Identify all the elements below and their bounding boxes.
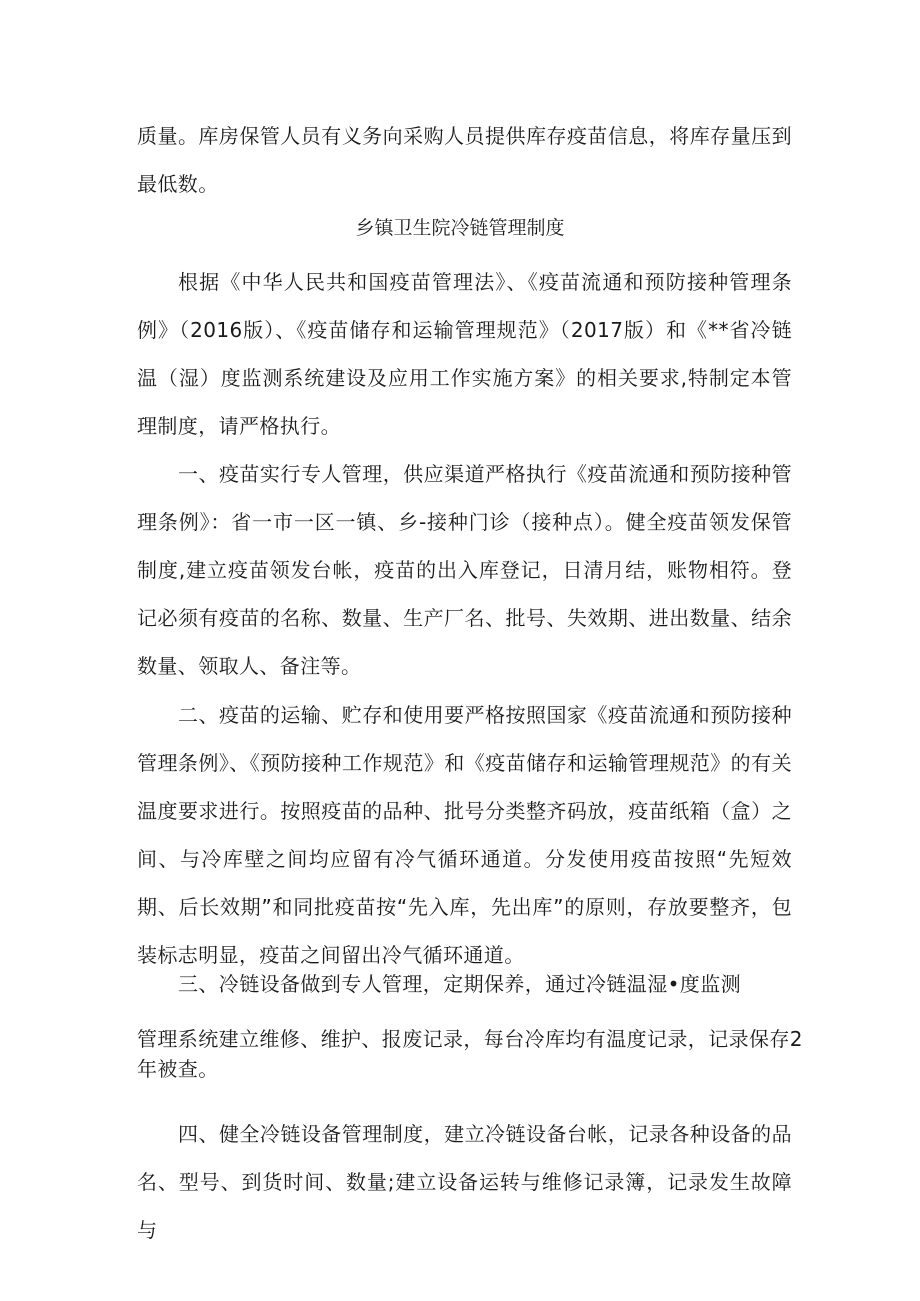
item-4-paragraph: 四、健全冷链设备管理制度，建立冷链设备台帐，记录各种设备的品名、型号、到货时间、数量;建立设备运转与维修记录簿，记录发生故障与 [137,1122,792,1242]
document-title: 乡镇卫生院冷链管理制度 [355,217,565,239]
item-3-line-1: 三、冷链设备做到专人管理，定期保养，通过冷链温湿•度监测 [178,972,741,996]
item-1-paragraph: 一、疫苗实行专人管理，供应渠道严格执行《疫苗流通和预防接种管理条例》：省一市一区一镇、乡-接种门诊（接种点）。健全疫苗领发保管制度,建立疫苗领发台帐，疫苗的出入库登记，日清月结，账物相符。登记必须有疫苗的名称、数量、生产厂名、批号、失效期、进出数量、结余数量、领取人、备注等。 [137,462,792,678]
item-3-line-3: 年被查。 [137,1057,219,1081]
item-3-line-2: 管理系统建立维修、维护、报废记录，每台冷库均有温度记录，记录保存2 [137,1027,803,1051]
continuation-paragraph: 质量。库房保管人员有义务向采购人员提供库存疫苗信息，将库存量压到最低数。 [137,124,792,196]
intro-paragraph: 根据《中华人民共和国疫苗管理法》、《疫苗流通和预防接种管理条例》（2016版）、《疫苗储存和运输管理规范》（2017版）和《**省冷链温（湿）度监测系统建设及应用工作实施方案》的相关要求,特制定本管理制度，请严格执行。 [137,270,792,438]
item-2-paragraph: 二、疫苗的运输、贮存和使用要严格按照国家《疫苗流通和预防接种管理条例》、《预防接种工作规范》和《疫苗储存和运输管理规范》的有关温度要求进行。按照疫苗的品种、批号分类整齐码放，疫苗纸箱（盒）之间、与冷库壁之间均应留有冷气循环通道。分发使用疫苗按照“先短效期、后长效期”和同批疫苗按“先入库，先出库”的原则，存放要整齐，包装标志明显，疫苗之间留出冷气循环通道。 [137,703,792,967]
